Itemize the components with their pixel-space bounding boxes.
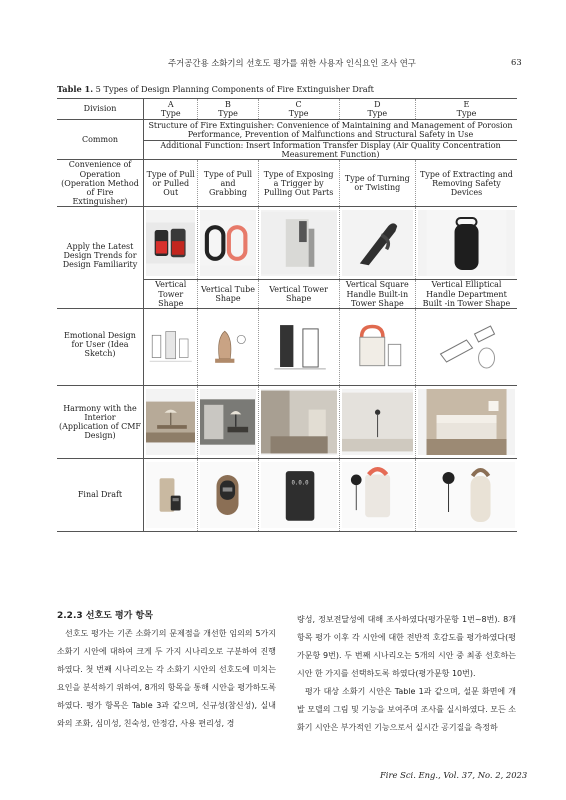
shape-a: Vertical Tower Shape	[144, 280, 198, 309]
common-row-structure	[57, 120, 517, 141]
type-d-letter: D	[374, 99, 381, 109]
shape-c: Vertical Tower Shape	[258, 280, 339, 309]
interior-e	[415, 385, 517, 458]
operation-method-c: Type of Exposing a Trigger by Pulling Out Parts	[258, 160, 339, 207]
shape-b: Vertical Tube Shape	[198, 280, 258, 309]
sketch-a-image	[146, 314, 195, 380]
final-a-image	[146, 462, 195, 528]
table-caption-text: 5 Types of Design Planning Components of Fire Extinguisher Draft	[95, 84, 374, 94]
type-b-header	[198, 99, 258, 120]
common-structure-text: Structure of Fire Extinguisher: Convenience of Maintaining and Management of Porosion Performance, Prevention of Malfunctions and Structural Safety in Use	[144, 120, 518, 141]
interior-e-image	[418, 389, 515, 455]
final-d-image	[342, 462, 413, 528]
type-a-label: Type	[160, 109, 181, 118]
final-a	[144, 458, 198, 531]
final-draft-row	[57, 458, 517, 531]
common-function-text: Additional Function: Insert Information Transfer Display (Air Quality Concentration Measurement Function)	[144, 141, 518, 160]
design-components-table	[57, 98, 517, 532]
body-column-right	[297, 611, 516, 737]
harmony-row	[57, 385, 517, 458]
type-a-letter: A	[167, 99, 174, 109]
harmony-label: Harmony with the Interior (Application of CMF Design)	[57, 385, 144, 458]
sketch-b-image	[200, 314, 255, 380]
type-b-label: Type	[218, 109, 238, 118]
shape-d: Vertical Square Handle Built-in Tower Shape	[339, 280, 415, 309]
sketch-row	[57, 308, 517, 385]
type-e-header	[415, 99, 517, 120]
final-label: Final Draft	[57, 458, 144, 531]
sketch-e-image	[418, 314, 515, 380]
speaker-product-image	[146, 210, 195, 276]
left-paragraph: 선호도 평가는 기존 소화기의 문제점을 개선한 임의의 5가지 소화기 시안에 대하여 크게 두 가지 시나리오로 구분하여 진행하였다. 첫 번째 시나리오는 각 소화기 시안의 선호도에 미치는 요인을 분석하기 위하여, 8개의 항목을 통해 시안을 평가하도록 하였다. 평가 항목은 Table 3과 같으며, 신규성(참신성), 실내와의 조화, 심미성, 친숙성, 안정감, 사용 편리성, 경	[57, 629, 276, 728]
convenience-row	[57, 160, 517, 207]
type-d-header	[339, 99, 415, 120]
table-caption-label: Table 1.	[57, 84, 94, 94]
sketch-c-image	[261, 314, 337, 380]
type-c-header	[258, 99, 339, 120]
trend-image-row	[57, 207, 517, 280]
operation-method-e: Type of Extracting and Removing Safety Devices	[415, 160, 517, 207]
operation-method-b: Type of Pull and Grabbing	[198, 160, 258, 207]
final-c	[258, 458, 339, 531]
interior-d-image	[342, 389, 413, 455]
final-e-image	[418, 462, 515, 528]
interior-c	[258, 385, 339, 458]
type-b-letter: B	[225, 99, 231, 109]
running-head-title: 주거공간용 소화기의 선호도 평가를 위한 사용자 인식요인 조사 연구	[168, 58, 416, 68]
interior-b-image	[200, 389, 255, 455]
interior-a-image	[146, 389, 195, 455]
sketch-d-image	[342, 314, 413, 380]
interior-b	[198, 385, 258, 458]
page-number: 63	[511, 57, 522, 67]
type-d-label: Type	[367, 109, 388, 118]
interior-c-image	[261, 389, 337, 455]
trend-image-a	[144, 207, 198, 280]
sketch-c	[258, 308, 339, 385]
trend-image-e	[415, 207, 517, 280]
right-paragraph-2: 평가 대상 소화기 시안은 Table 1과 같으며, 설문 화면에 개발 모델의 그림 및 기능을 보여주며 조사를 실시하였다. 모든 소화기 시안은 부가적인 기능으로서 실시간 공기질을 측정하	[297, 687, 516, 732]
interior-d	[339, 385, 415, 458]
sketch-b	[198, 308, 258, 385]
sketch-a	[144, 308, 198, 385]
emotional-label: Emotional Design for User (Idea Sketch)	[57, 308, 144, 385]
shape-e: Vertical Elliptical Handle Department Built -in Tower Shape	[415, 280, 517, 309]
table-caption	[57, 84, 374, 94]
type-c-label: Type	[288, 109, 309, 118]
body-column-left	[57, 625, 276, 733]
bottle-product-image	[418, 210, 515, 276]
trend-label: Apply the Latest Design Trends for Design Familiarity	[57, 207, 144, 309]
operation-method-a: Type of Pull or Pulled Out	[144, 160, 198, 207]
operation-method-d: Type of Turning or Twisting	[339, 160, 415, 207]
trend-image-b	[198, 207, 258, 280]
type-c-letter: C	[295, 99, 302, 109]
type-e-label: Type	[456, 109, 477, 118]
interior-a	[144, 385, 198, 458]
right-paragraph-1: 량성, 정보전달성에 대해 조사하였다(평가문항 1번~8번). 8개 항목 평가 이후 각 시안에 대한 전반적 호감도를 평가하였다(평가문항 9번). 두 번째 시나리오는 5개의 시안 중 최종 선호하는 시안 한 가지를 선택하도록 하였다(평가문항 10번).	[297, 615, 516, 678]
handheld-product-image	[342, 210, 413, 276]
sketch-d	[339, 308, 415, 385]
trend-image-d	[339, 207, 415, 280]
final-c-image	[261, 462, 337, 528]
sketch-e	[415, 308, 517, 385]
table-header-row	[57, 99, 517, 120]
tower-product-image	[261, 210, 337, 276]
ring-product-image	[200, 210, 255, 276]
common-label: Common	[57, 120, 144, 160]
final-e	[415, 458, 517, 531]
journal-footer: Fire Sci. Eng., Vol. 37, No. 2, 2023	[380, 770, 528, 780]
convenience-label: Convenience of Operation (Operation Method of Fire Extinguisher)	[57, 160, 144, 207]
division-header: Division	[57, 99, 144, 120]
final-d	[339, 458, 415, 531]
trend-image-c	[258, 207, 339, 280]
final-c-display-text: 0.0.0	[290, 480, 309, 487]
section-heading: 2.2.3 선호도 평가 항목	[57, 611, 153, 621]
final-b-image	[200, 462, 255, 528]
final-b	[198, 458, 258, 531]
type-a-header	[144, 99, 198, 120]
type-e-letter: E	[463, 99, 470, 109]
